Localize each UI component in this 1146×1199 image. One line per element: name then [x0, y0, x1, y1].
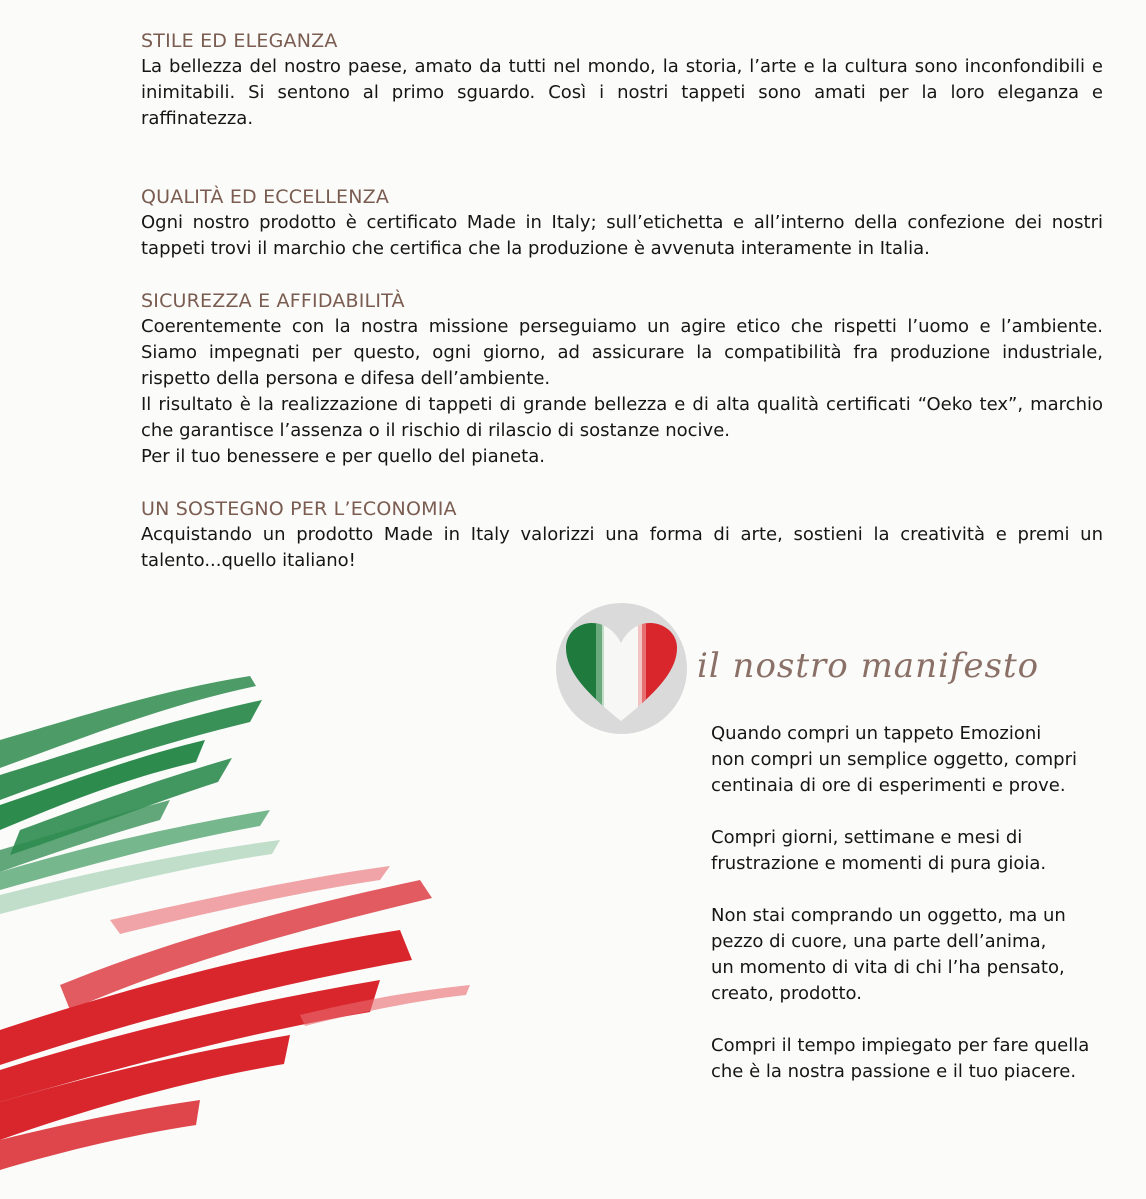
manifesto-paragraph: Non stai comprando un oggetto, ma un pezzo di cuore, una parte dell’anima, un momento di vita di chi l’ha pensato, creato, prodotto. [711, 905, 1066, 1004]
heart-flag-icon [556, 603, 687, 734]
section-text: Ogni nostro prodotto è certificato Made in Italy; sull’etichetta e all’interno della confezione dei nostri tappeti trovi il marchio che certifica che la produzione è avvenuta interamente in Italia. [141, 212, 1103, 259]
section-title: STILE ED ELEGANZA [141, 30, 338, 52]
section-sostegno-economia [141, 496, 1103, 574]
manifesto-paragraph: Quando compri un tappeto Emozioni non compri un semplice oggetto, compri centinaia di ore di esperimenti e prove. [711, 723, 1077, 796]
section-text: Coerentemente con la nostra missione perseguiamo un agire etico che rispetti l’uomo e l’ambiente. Siamo impegnati per questo, ogni giorno, ad assicurare la compatibilità fra produzione industriale, rispetto della persona e difesa dell’ambiente. [141, 316, 1103, 389]
manifesto-title: il nostro manifesto [697, 646, 1040, 686]
italian-flag-brush-strokes [0, 640, 560, 1195]
section-qualita-eccellenza [141, 184, 1103, 262]
section-text: Per il tuo benessere e per quello del pianeta. [141, 446, 545, 467]
section-title: UN SOSTEGNO PER L’ECONOMIA [141, 498, 457, 520]
manifesto-paragraph: Compri giorni, settimane e mesi di frustrazione e momenti di pura gioia. [711, 827, 1047, 874]
manifesto-paragraph: Compri il tempo impiegato per fare quella che è la nostra passione e il tuo piacere. [711, 1035, 1090, 1082]
section-text: Acquistando un prodotto Made in Italy valorizzi una forma di arte, sostieni la creatività e premi un talento...quello italiano! [141, 524, 1103, 571]
section-text: La bellezza del nostro paese, amato da tutti nel mondo, la storia, l’arte e la cultura sono inconfondibili e inimitabili. Si sentono al primo sguardo. Così i nostri tappeti sono amati per la loro eleganza e raffinatezza. [141, 56, 1103, 129]
section-sicurezza-affidabilita [141, 288, 1103, 470]
manifesto-text [711, 721, 1136, 1111]
section-title: SICUREZZA E AFFIDABILITÀ [141, 290, 405, 312]
sections-column [141, 28, 1103, 574]
section-text: Il risultato è la realizzazione di tappeti di grande bellezza e di alta qualità certificati “Oeko tex”, marchio che garantisce l’assenza o il rischio di rilascio di sostanze nocive. [141, 394, 1103, 441]
section-stile-eleganza [141, 28, 1103, 132]
section-title: QUALITÀ ED ECCELLENZA [141, 186, 390, 208]
